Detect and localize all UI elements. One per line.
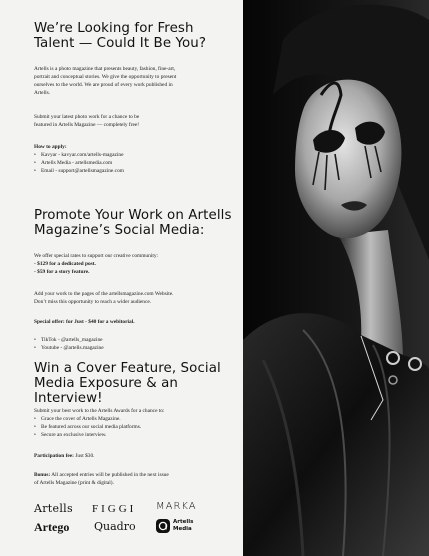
- social-list: [34, 336, 239, 352]
- promote-heading: Promote Your Work on Artells Magazine’s Social Media:: [34, 208, 232, 238]
- bonus-line: Bonus: All accepted entries will be published in the next issue: [34, 472, 169, 478]
- awards-intro: Submit your best work to the Artells Awards for a chance to:: [34, 408, 165, 414]
- logo-artells-media-text: Artells Media: [173, 519, 194, 532]
- awards-paragraph: [34, 407, 239, 439]
- intro-paragraph: [34, 65, 239, 97]
- logo-artells: Artells: [34, 502, 73, 515]
- logo-figgi: FIGGI: [92, 503, 137, 515]
- intro-line: Artells.: [34, 90, 51, 96]
- how-to-apply-label: How to apply:: [34, 144, 67, 150]
- cover-feature-heading: Win a Cover Feature, Social Media Exposure & an Interview!: [34, 361, 221, 406]
- apply-item-artells-media[interactable]: • Artells Media - artellsmedia.com: [34, 159, 239, 167]
- fresh-talent-heading: We’re Looking for Fresh Talent — Could It Be You?: [34, 21, 207, 51]
- cover-feature-section: [34, 361, 239, 406]
- social-item-tiktok[interactable]: • TikTok - @artells_magazine: [34, 336, 239, 344]
- intro-line: portrait and conceptual stories. We give the opportunity to present: [34, 74, 177, 80]
- brand-logos: [34, 500, 239, 540]
- logo-marka: MARKA: [156, 501, 197, 512]
- social-list-block: [34, 336, 239, 352]
- apply-item-email[interactable]: • Email - support@artellsmagazine.com: [34, 167, 239, 175]
- award-item: • Grace the cover of Artells Magazine.: [34, 415, 239, 423]
- bonus-paragraph: [34, 471, 239, 487]
- awards-list: [34, 415, 239, 439]
- submit-paragraph: [34, 113, 239, 129]
- award-item: • Be featured across our social media platforms.: [34, 423, 239, 431]
- bonus-line: of Artells Magazine (print & digital).: [34, 480, 114, 486]
- apply-list: [34, 151, 239, 175]
- award-item: • Secure an exclusive interview.: [34, 431, 239, 439]
- portrait-photo: [243, 0, 429, 556]
- submit-line: featured in Artells Magazine — completely free!: [34, 122, 140, 128]
- logo-quadro: Quadro: [94, 520, 136, 533]
- participation-fee: [34, 452, 239, 460]
- rate-dedicated-post: - $129 for a dedicated post.: [34, 261, 96, 267]
- special-offer: [34, 318, 239, 326]
- fresh-talent-section: [34, 21, 239, 51]
- rate-story-feature: - $59 for a story feature.: [34, 269, 90, 275]
- social-item-youtube[interactable]: • Youtube - @artells.magazine: [34, 344, 239, 352]
- portrait-illustration: [243, 0, 429, 556]
- special-offer-text: Special offer: for Just - $40 for a webitorial.: [34, 319, 135, 325]
- website-line: Add your work to the pages of the artellsmagazine.com Website.: [34, 291, 174, 297]
- offer-line: We offer special rates to support our creative community:: [34, 253, 159, 259]
- rates-paragraph: [34, 252, 239, 276]
- logo-artego: Artego: [34, 520, 70, 534]
- fee-text: Participation fee: Just $30.: [34, 453, 95, 459]
- promote-section: [34, 208, 239, 238]
- website-paragraph: [34, 290, 239, 306]
- how-to-apply: [34, 143, 239, 175]
- website-line: Don’t miss this opportunity to reach a wider audience.: [34, 299, 152, 305]
- intro-line: Artells is a photo magazine that presents beauty, fashion, fine-art,: [34, 66, 176, 72]
- apply-item-kavyar[interactable]: • Kavyar - kavyar.com/artells-magazine: [34, 151, 239, 159]
- artells-media-logo-icon: [156, 519, 170, 533]
- intro-line: ourselves to the world. We are proud of every work published in: [34, 82, 173, 88]
- a-mark-icon: [156, 519, 170, 533]
- submit-line: Submit your latest photo work for a chance to be: [34, 114, 140, 120]
